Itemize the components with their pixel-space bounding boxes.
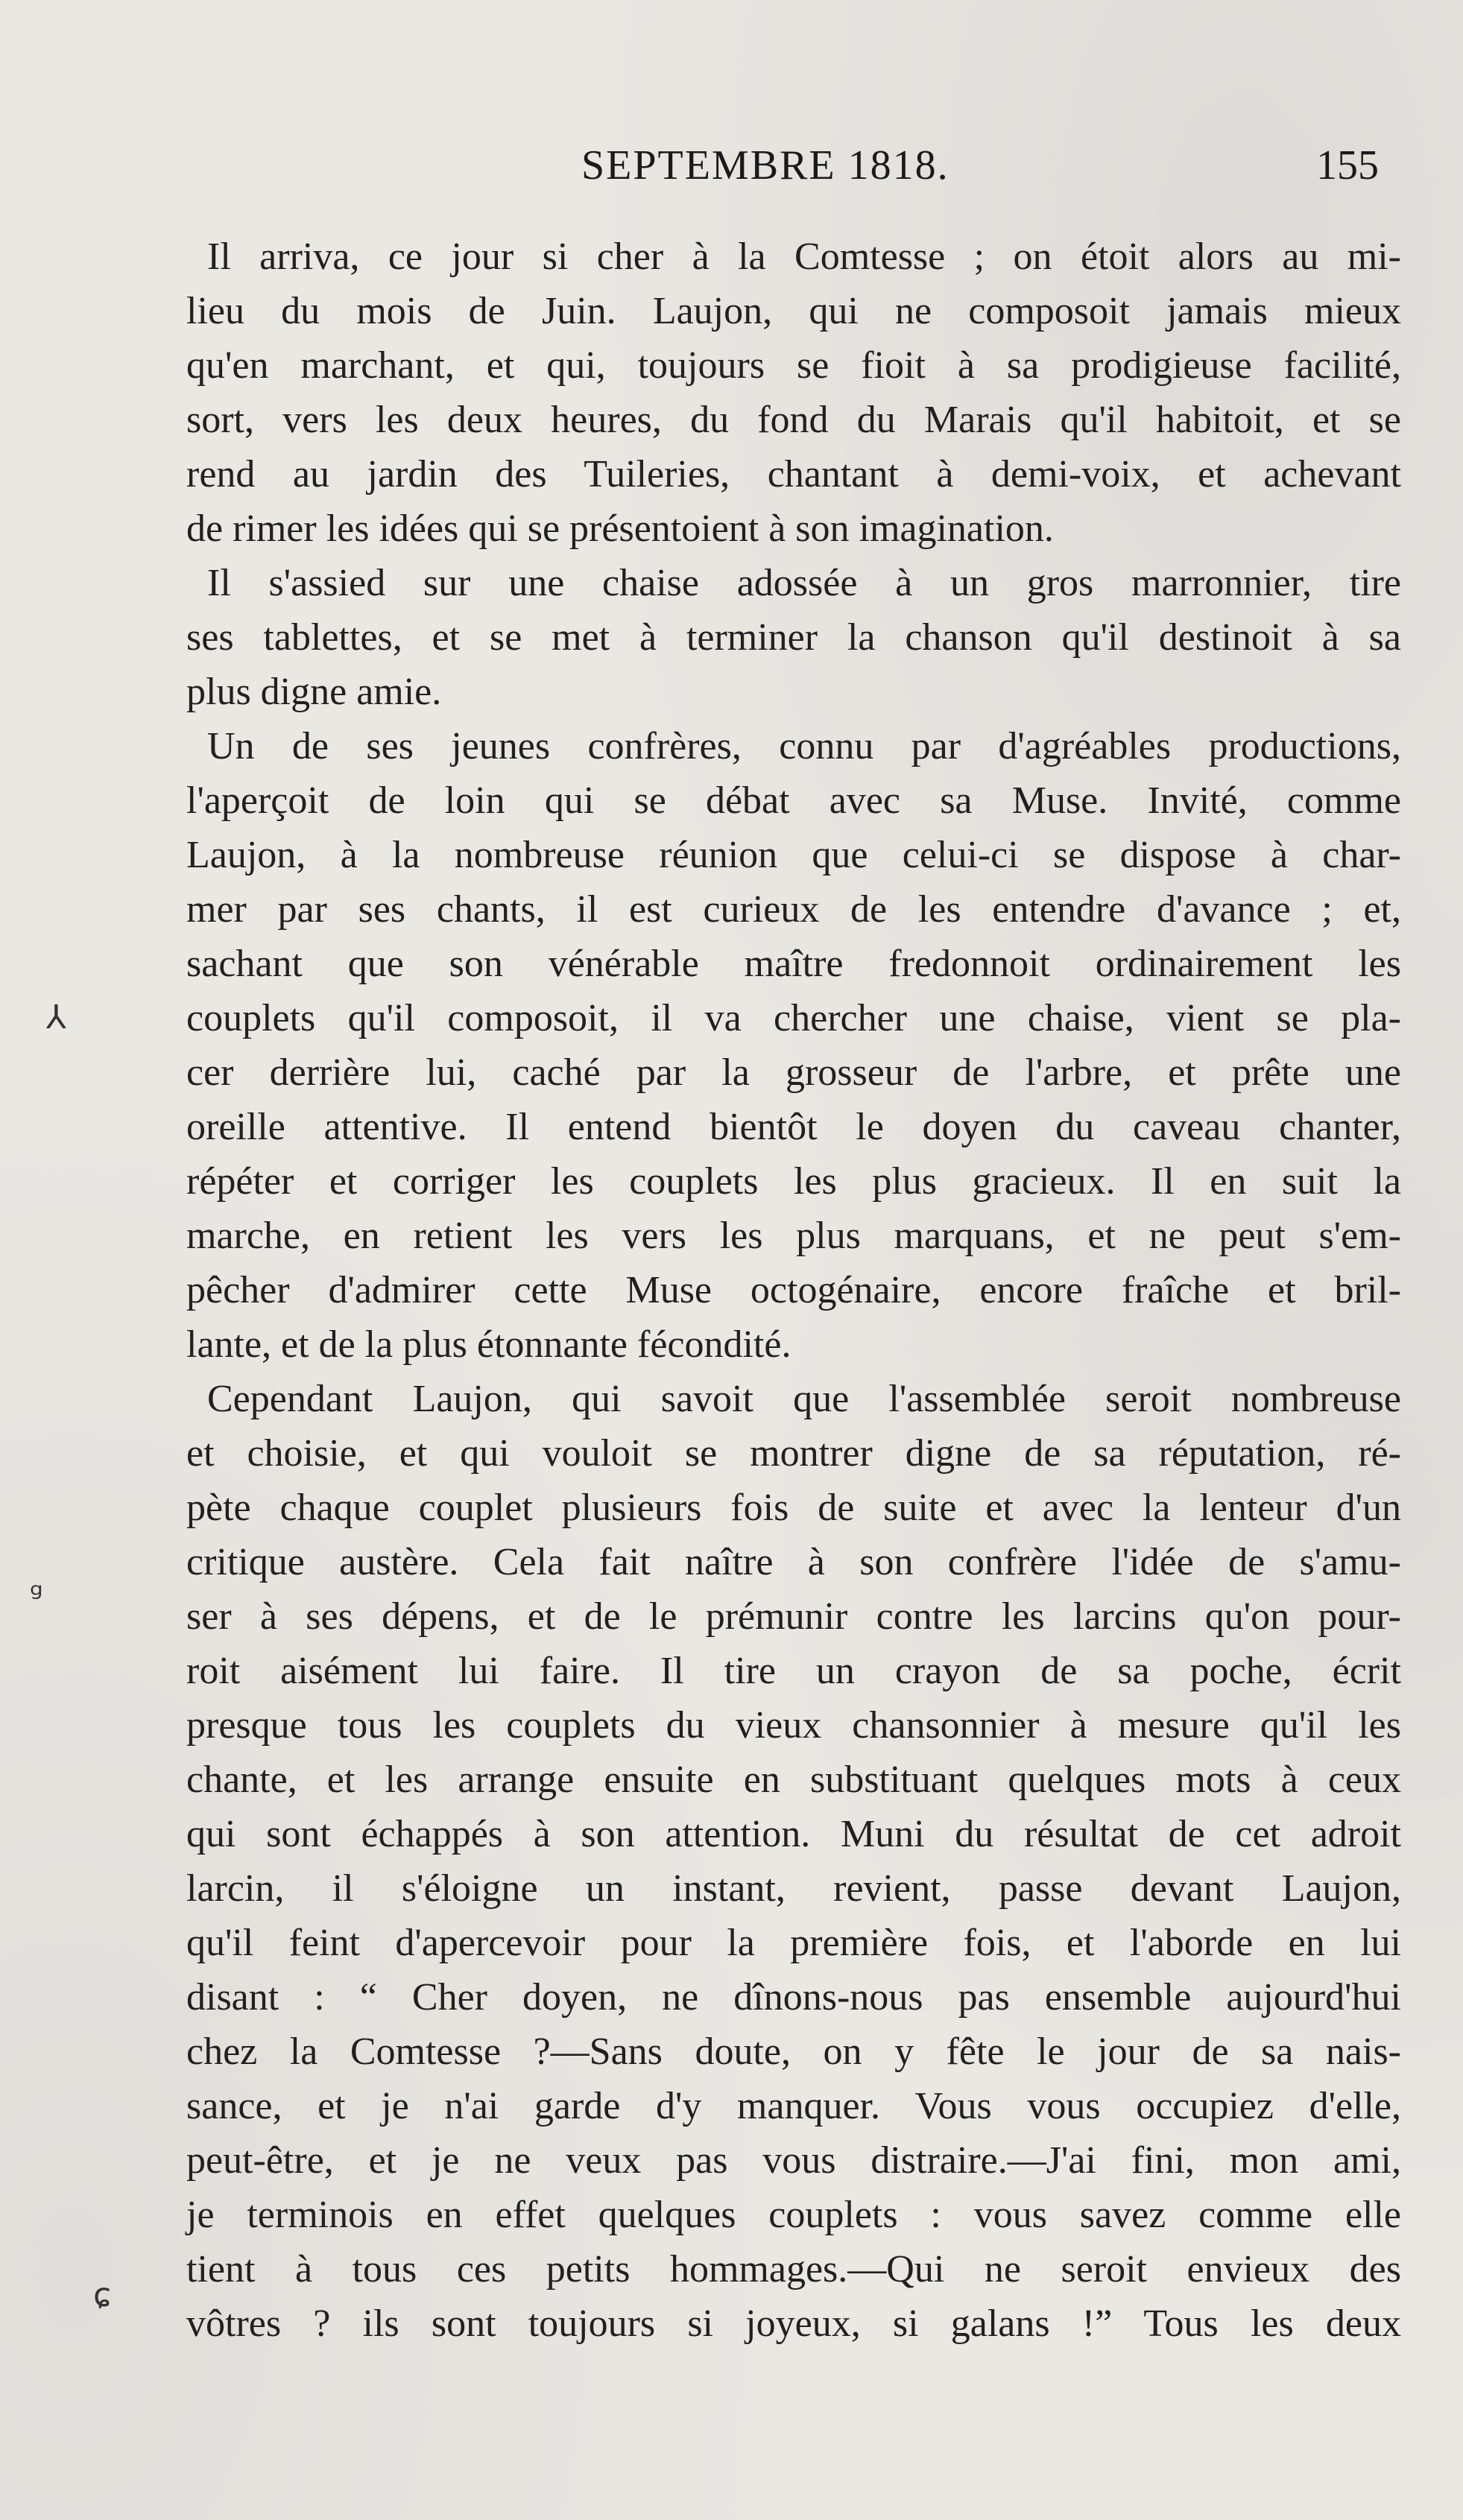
text-line: presque tous les couplets du vieux chansonnier à mesure qu'il les — [186, 1704, 1401, 1747]
text-line: Cependant Laujon, qui savoit que l'assemblée seroit nombreuse — [207, 1378, 1401, 1420]
page-number: 155 — [1316, 142, 1379, 189]
text-line: mer par ses chants, il est curieux de les entendre d'avance ; et, — [186, 888, 1401, 931]
body-text — [186, 229, 1401, 2351]
margin-mark: ⅄ — [46, 998, 66, 1036]
text-line: qui sont échappés à son attention. Muni du résultat de cet adroit — [186, 1813, 1401, 1855]
text-line: je terminois en effet quelques couplets : vous savez comme elle — [186, 2194, 1401, 2236]
text-line: et choisie, et qui vouloit se montrer digne de sa réputation, ré- — [186, 1432, 1401, 1475]
text-line: pêcher d'admirer cette Muse octogénaire, encore fraîche et bril- — [186, 1269, 1401, 1311]
text-line: lieu du mois de Juin. Laujon, qui ne composoit jamais mieux — [186, 290, 1401, 332]
header-title: SEPTEMBRE 1818. — [581, 142, 949, 189]
text-line: chez la Comtesse ?—Sans doute, on y fête le jour de sa nais- — [186, 2030, 1401, 2073]
text-line: de rimer les idées qui se présentoient à son imagination. — [186, 507, 1054, 550]
margin-mark: ᵍ — [30, 1576, 43, 1614]
text-line: qu'il feint d'apercevoir pour la première fois, et l'aborde en lui — [186, 1922, 1401, 1964]
text-line: ses tablettes, et se met à terminer la chanson qu'il destinoit à sa — [186, 616, 1401, 659]
text-line: qu'en marchant, et qui, toujours se fioit à sa prodigieuse facilité, — [186, 344, 1401, 387]
text-line: plus digne amie. — [186, 671, 442, 713]
running-header — [186, 142, 1379, 201]
text-line: sance, et je n'ai garde d'y manquer. Vous vous occupiez d'elle, — [186, 2085, 1401, 2127]
text-line: sort, vers les deux heures, du fond du Marais qu'il habitoit, et se — [186, 399, 1401, 441]
text-line: pète chaque couplet plusieurs fois de suite et avec la lenteur d'un — [186, 1487, 1401, 1529]
text-line: Il s'assied sur une chaise adossée à un gros marronnier, tire — [207, 562, 1401, 604]
text-line: cer derrière lui, caché par la grosseur de l'arbre, et prête une — [186, 1051, 1401, 1094]
text-line: couplets qu'il composoit, il va chercher une chaise, vient se pla- — [186, 997, 1401, 1039]
text-line: rend au jardin des Tuileries, chantant à demi-voix, et achevant — [186, 453, 1401, 496]
text-line: chante, et les arrange ensuite en substituant quelques mots à ceux — [186, 1758, 1401, 1801]
text-line: Il arriva, ce jour si cher à la Comtesse ; on étoit alors au mi- — [207, 235, 1401, 278]
text-line: critique austère. Cela fait naître à son confrère l'idée de s'amu- — [186, 1541, 1401, 1583]
text-line: sachant que son vénérable maître fredonnoit ordinairement les — [186, 943, 1401, 985]
text-line: Un de ses jeunes confrères, connu par d'agréables productions, — [207, 725, 1401, 767]
text-line: lante, et de la plus étonnante fécondité. — [186, 1323, 791, 1366]
text-line: peut-être, et je ne veux pas vous distraire.—J'ai fini, mon ami, — [186, 2139, 1401, 2182]
text-line: oreille attentive. Il entend bientôt le doyen du caveau chanter, — [186, 1106, 1401, 1148]
text-line: ser à ses dépens, et de le prémunir contre les larcins qu'on pour- — [186, 1595, 1401, 1638]
text-line: Laujon, à la nombreuse réunion que celui-ci se dispose à char- — [186, 834, 1401, 876]
margin-mark: ɕ — [93, 2276, 112, 2314]
text-line: l'aperçoit de loin qui se débat avec sa Muse. Invité, comme — [186, 779, 1401, 822]
text-line: marche, en retient les vers les plus marquans, et ne peut s'em- — [186, 1215, 1401, 1257]
text-line: vôtres ? ils sont toujours si joyeux, si galans !” Tous les deux — [186, 2302, 1401, 2345]
text-line: larcin, il s'éloigne un instant, revient, passe devant Laujon, — [186, 1867, 1401, 1910]
text-line: disant : “ Cher doyen, ne dînons-nous pas ensemble aujourd'hui — [186, 1976, 1401, 2019]
text-line: tient à tous ces petits hommages.—Qui ne seroit envieux des — [186, 2248, 1401, 2291]
text-line: répéter et corriger les couplets les plus gracieux. Il en suit la — [186, 1160, 1401, 1203]
text-line: roit aisément lui faire. Il tire un crayon de sa poche, écrit — [186, 1650, 1401, 1692]
